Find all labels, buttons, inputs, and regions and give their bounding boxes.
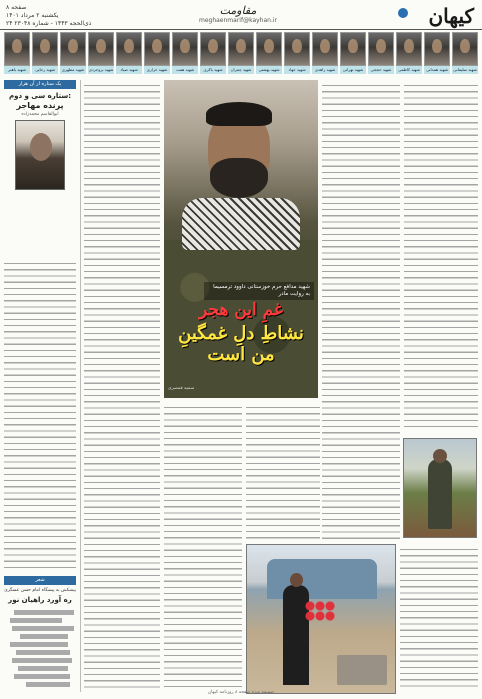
- portrait-thumb: [452, 32, 478, 76]
- headline-line-2: نشاطِ دلِ غمگینِ من است: [178, 323, 304, 365]
- portrait-caption: شهید سلیمانی: [453, 67, 477, 72]
- portrait-caption: شهید باکری: [200, 66, 226, 74]
- portrait-caption: شهید تهرانی: [340, 66, 366, 74]
- sidebar-author: ابوالقاسم محمدزاده: [21, 112, 59, 117]
- portrait-thumb: [172, 32, 198, 76]
- article-column-1: [84, 80, 160, 688]
- sidebar-portrait-photo: [15, 120, 65, 190]
- feature-caption: شهید مدافع حرم خوزستانی داوود ترمسیما به روایت مادر: [204, 282, 314, 300]
- portrait-thumb: [284, 32, 310, 76]
- date-line-1: یکشنبه ۲ مرداد ۱۴۰۱: [6, 12, 59, 19]
- portrait-thumb: [88, 32, 114, 76]
- portrait-thumb: [32, 32, 58, 76]
- martyr-portrait-strip: [4, 32, 478, 76]
- logo-emblem-icon: [398, 8, 408, 18]
- article-column-5: [404, 80, 478, 432]
- column-divider: [80, 80, 81, 692]
- sidebar-subtitle: پرنده مهاجر: [16, 101, 64, 110]
- portrait-photo: [312, 32, 338, 66]
- site-address[interactable]: meghaenmarif@kayhan.ir: [198, 17, 277, 24]
- masthead-center: [178, 4, 298, 24]
- poem-header: شعر: [4, 576, 76, 585]
- portrait-caption: شهید همدانی: [424, 66, 450, 74]
- section-script-title: مقاومت: [219, 4, 257, 17]
- article-column-2: [164, 402, 242, 688]
- page-number: صفحه ۸: [6, 4, 27, 11]
- article-column-4: [322, 80, 400, 540]
- flowers: [305, 601, 335, 621]
- portrait-thumb: [144, 32, 170, 76]
- portrait-thumb: [396, 32, 422, 76]
- portrait-caption: شهید حججی: [368, 66, 394, 74]
- page-footer: ضمیمه ویژه صفحه ۸ روزنامه کیهان: [207, 690, 275, 695]
- sidebar-body-text: [4, 258, 76, 570]
- portrait-thumb: [424, 32, 450, 76]
- portrait-photo: [172, 32, 198, 66]
- soldier-photo: [403, 438, 477, 538]
- portrait-caption: شهید خرازی: [144, 66, 170, 74]
- portrait-photo: [396, 32, 422, 66]
- headline-line-1: غمِ این هجر: [199, 300, 283, 320]
- portrait-caption: شهید صیاد: [116, 66, 142, 74]
- sidebar-title: ستاره سی و دوم:: [8, 92, 72, 100]
- portrait-photo: [116, 32, 142, 66]
- portrait-photo: [88, 32, 114, 66]
- portrait-photo: [424, 32, 450, 66]
- feature-beard: [210, 158, 268, 198]
- article-column-3a: [246, 402, 320, 540]
- portrait-photo: [4, 32, 30, 66]
- portrait-thumb: [312, 32, 338, 76]
- date-line-2: ۲۴ ذی‌الحجه ۱۴۴۳ - شماره ۲۳۰۴۸: [6, 20, 92, 27]
- portrait-photo: [284, 32, 310, 66]
- portrait-thumb: [116, 32, 142, 76]
- portrait-caption: شهید باهنر: [4, 66, 30, 74]
- portrait-photo: [144, 32, 170, 66]
- feature-byline: سمیه قمصری: [168, 386, 195, 391]
- portrait-photo: [228, 32, 254, 66]
- feature-scarf: [182, 198, 300, 250]
- portrait-photo: [340, 32, 366, 66]
- poem-title: ره آورد راهیان نور: [8, 596, 72, 604]
- sidebar-header: یک ستاره از آن هزار: [4, 80, 76, 89]
- portrait-photo: [368, 32, 394, 66]
- shrine-photo: [246, 544, 396, 694]
- masthead-date-block: [6, 4, 91, 28]
- poem-dedication: پیشکش به پیشگاه امام حسن عسگری: [4, 588, 76, 593]
- sidebar-column: [4, 80, 76, 695]
- gravestone: [337, 655, 387, 685]
- portrait-caption: شهید چمران: [228, 66, 254, 74]
- feature-photo: [164, 80, 318, 398]
- portrait-photo: [60, 32, 86, 66]
- portrait-caption: شهید بروجردی: [88, 67, 114, 72]
- article-column-5b: [400, 544, 478, 688]
- man-figure: [283, 585, 309, 685]
- portrait-caption: شهید مطهری: [61, 67, 85, 72]
- portrait-caption: شهید کاظمی: [396, 66, 422, 74]
- newspaper-logo: کیهان: [428, 4, 474, 28]
- portrait-thumb: [340, 32, 366, 76]
- soldier-figure: [428, 459, 452, 529]
- masthead: [0, 0, 482, 30]
- portrait-caption: شهید جهاد: [284, 66, 310, 74]
- portrait-thumb: [228, 32, 254, 76]
- portrait-caption: شهید زاهدی: [312, 66, 338, 74]
- feature-hair: [206, 102, 272, 126]
- portrait-caption: شهید بهشتی: [256, 66, 282, 74]
- poem-lines: [6, 610, 74, 690]
- portrait-photo: [452, 32, 478, 66]
- portrait-thumb: [4, 32, 30, 76]
- portrait-photo: [200, 32, 226, 66]
- portrait-caption: شهید همت: [172, 66, 198, 74]
- portrait-caption: شهید رجایی: [32, 66, 58, 74]
- portrait-photo: [32, 32, 58, 66]
- portrait-thumb: [368, 32, 394, 76]
- portrait-photo: [256, 32, 282, 66]
- portrait-thumb: [60, 32, 86, 76]
- portrait-thumb: [256, 32, 282, 76]
- portrait-thumb: [200, 32, 226, 76]
